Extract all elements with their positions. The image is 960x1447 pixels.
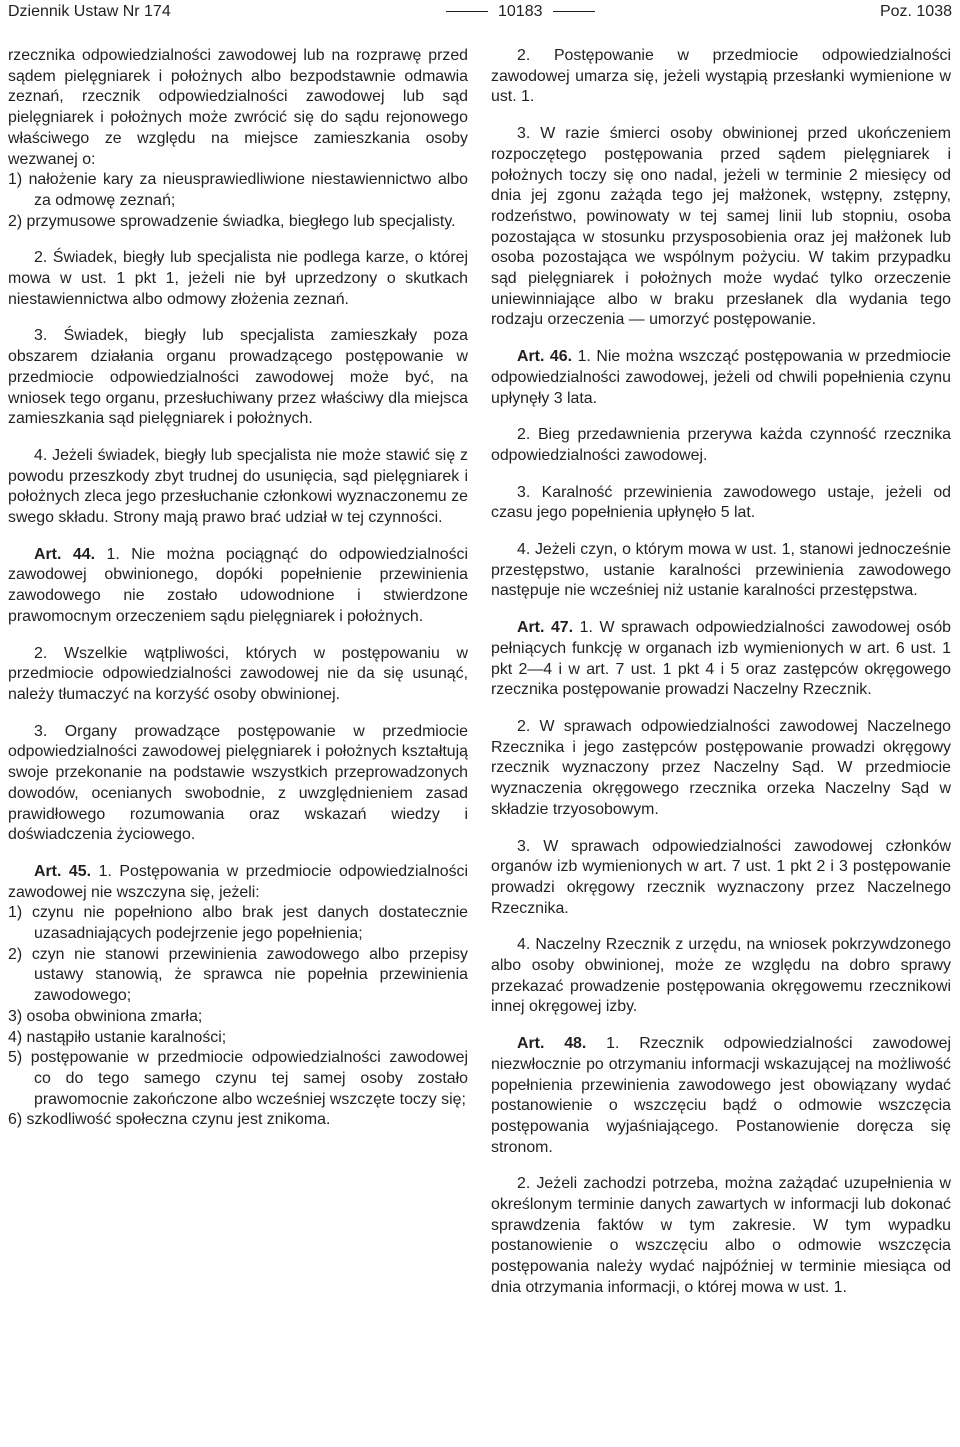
article-47 bbox=[491, 618, 951, 701]
journal-title: Dziennik Ustaw Nr 174 bbox=[8, 3, 171, 20]
list-item: 5) postępowanie w przedmiocie odpowiedzialności zawodowej co do tego samego czynu tej samej osoby zostało prawomocnie zakończone albo wcześniej wszczęte toczy się; bbox=[8, 1049, 468, 1108]
dash-right bbox=[553, 11, 595, 12]
paragraph: 2. Jeżeli zachodzi potrzeba, można zażądać uzupełnienia w określonym terminie danych zawartych w informacji lub dokonać sprawdzenia faktów w tym zakresie. W tym wypadku postanowienie o wszczęciu albo o odmowie wszczęcia postępowania należy wydać najpóźniej w terminie miesiąca od dnia otrzymania informacji, o której mowa w ust. 1. bbox=[491, 1175, 951, 1296]
page-header bbox=[8, 0, 952, 26]
paragraph: 2. Wszelkie wątpliwości, których w postępowaniu w przedmiocie odpowiedzialności zawodowej nie da się usunąć, należy tłumaczyć na korzyść osoby obwinionej. bbox=[8, 644, 468, 703]
article-45 bbox=[8, 862, 468, 903]
list-item: 6) szkodliwość społeczna czynu jest znikoma. bbox=[8, 1111, 331, 1129]
paragraph: 3. W razie śmierci osoby obwinionej przed ukończeniem rozpoczętego postępowania przed sądem pielęgniarek i położnych toczy się ono nadal, jeżeli w terminie 2 miesięcy od dnia jej zgonu zażąda tego jej małżonek, wstępny, zstępny, rodzeństwo, powinowaty w tej samej linii lub stopniu, osoba pozostająca w stosunku przysposobienia oraz jej małżonek lub osoba pozostająca we wspólnym pożyciu. W takim przypadku sąd pielęgniarek i położnych może wydać tylko orzeczenie uniewinniające albo w braku przesłanek dla wydania tego rodzaju orzeczenia — umorzyć postępowanie. bbox=[491, 125, 951, 329]
list-item: 2) czyn nie stanowi przewinienia zawodowego albo przepisy ustawy stanowią, że sprawca nie popełnia przewinienia zawodowego; bbox=[8, 945, 468, 1005]
paragraph: 3. Karalność przewinienia zawodowego ustaje, jeżeli od czasu jego popełnienia upłynęło 5 lat. bbox=[491, 483, 951, 522]
article-text: 1. Rzecznik odpowiedzialności zawodowej niezwłocznie po otrzymaniu informacji wskazującej na możliwość popełnienia przewinienia zawodowego jest obowiązany wydać postanowienie o wszczęciu bądź o odmowie wszczęcia postępowania wyjaśniającego. Postanowienie doręcza się stronom. bbox=[491, 1035, 951, 1156]
paragraph: 2. Świadek, biegły lub specjalista nie podlega karze, o której mowa w ust. 1 pkt 1, jeżeli nie był uprzedzony o skutkach niestawiennictwa albo odmowy złożenia zeznań. bbox=[8, 249, 468, 308]
page-number-block bbox=[436, 2, 605, 22]
paragraph: 3. W sprawach odpowiedzialności zawodowej członków organów izb wymienionych w art. 7 ust. 1 pkt 2 i 3 postępowanie prowadzi okręgowy rzecznik wyznaczony przez Naczelnego Rzecznika. bbox=[491, 837, 951, 917]
paragraph: 2. W sprawach odpowiedzialności zawodowej Naczelnego Rzecznika i jego zastępców postępowanie prowadzi okręgowy rzecznik wyznaczony przez Naczelny Sąd. W przedmiocie wyznaczenia okręgowego rzecznika orzeka Naczelny Sąd w składzie trzyosobowym. bbox=[491, 717, 951, 818]
paragraph: 4. Naczelny Rzecznik z urzędu, na wniosek pokrzywdzonego albo osoby obwinionej, może ze względu na dobro sprawy przekazać prowadzenie postępowania okręgowemu rzecznikowi innej okręgowej izby. bbox=[491, 936, 951, 1016]
list-item: 3) osoba obwiniona zmarła; bbox=[8, 1007, 203, 1025]
article-48 bbox=[491, 1034, 951, 1158]
left-column bbox=[8, 46, 468, 1131]
right-column bbox=[491, 46, 951, 1299]
list-item: 1) nałożenie kary za nieusprawiedliwione niestawiennictwo albo za odmowę zeznań; bbox=[8, 171, 468, 209]
list-item: 2) przymusowe sprowadzenie świadka, biegłego lub specjalisty. bbox=[8, 212, 456, 230]
article-label: Art. 44. bbox=[34, 545, 95, 563]
paragraph: 3. Organy prowadzące postępowanie w przedmiocie odpowiedzialności zawodowej pielęgniarek i położnych kształtują swoje przekonanie na podstawie wszystkich przeprowadzonych dowodów, ocenianych swobodnie, z uwzględnieniem zasad prawidłowego rozumowania oraz wskazań wiedzy i doświadczenia życiowego. bbox=[8, 722, 468, 844]
list-item: 1) czynu nie popełniono albo brak jest danych dostatecznie uzasadniających podejrzenie jego popełnienia; bbox=[8, 904, 468, 943]
article-text: 1. Nie można wszcząć postępowania w przedmiocie odpowiedzialności zawodowej, jeżeli od chwili popełnienia czynu upłynęły 3 lata. bbox=[491, 348, 952, 407]
paragraph: 4. Jeżeli czyn, o którym mowa w ust. 1, stanowi jednocześnie przestępstwo, ustanie karalności przewinienia zawodowego następuje nie wcześniej niż ustanie karalności przestępstwa. bbox=[491, 541, 951, 600]
article-44 bbox=[8, 545, 468, 628]
list-item: 4) nastąpiło ustanie karalności; bbox=[8, 1028, 227, 1046]
article-text: 1. Nie można pociągnąć do odpowiedzialności zawodowej obwinionego, dopóki popełnienie przewinienia zawodowego nie zostało udowodnione i stwierdzone prawomocnym orzeczeniem sądu pielęgniarek i położnych. bbox=[8, 545, 469, 625]
article-text: 1. Postępowania w przedmiocie odpowiedzialności zawodowej nie wszczyna się, jeżeli: bbox=[8, 862, 468, 901]
paragraph: 4. Jeżeli świadek, biegły lub specjalista nie może stawić się z powodu przeszkody zbyt trudnej do usunięcia, sąd pielęgniarek i położnych zleca jego przesłuchanie członkowi wyznaczonemu ze swego składu. Strony mają prawo brać udział w tej czynności. bbox=[8, 446, 468, 527]
article-46 bbox=[491, 347, 951, 409]
article-label: Art. 46. bbox=[517, 348, 573, 366]
paragraph: 2. Postępowanie w przedmiocie odpowiedzialności zawodowej umarza się, jeżeli wystąpią przesłanki wymienione w ust. 1. bbox=[491, 47, 951, 106]
paragraph-continued: rzecznika odpowiedzialności zawodowej lub na rozprawę przed sądem pielęgniarek i położnych albo bezpodstawnie odmawia zeznań, rzecznik odpowiedzialności zawodowej lub sąd pielęgniarek i położnych może zwrócić się do sądu rejonowego właściwego ze względu na miejsce zamieszkania osoby wezwanej o: bbox=[8, 47, 468, 168]
dash-left bbox=[446, 11, 488, 12]
article-label: Art. 47. bbox=[517, 619, 574, 637]
article-label: Art. 45. bbox=[34, 862, 92, 880]
article-label: Art. 48. bbox=[517, 1035, 587, 1053]
paragraph: 2. Bieg przedawnienia przerywa każda czynność rzecznika odpowiedzialności zawodowej. bbox=[491, 426, 951, 464]
page-number: 10183 bbox=[498, 3, 543, 20]
position-label: Poz. 1038 bbox=[879, 3, 952, 20]
paragraph: 3. Świadek, biegły lub specjalista zamieszkały poza obszarem działania organu prowadzącego postępowanie w przedmiocie odpowiedzialności zawodowej może być, na wniosek tego organu, przesłuchiwany przez właściwy dla miejsca zamieszkania sąd pielęgniarek i położnych. bbox=[8, 327, 468, 428]
article-text: 1. W sprawach odpowiedzialności zawodowej osób pełniących funkcję w organach izb wymienionych w art. 6 ust. 1 pkt 2—4 i w art. 7 ust. 1 pkt 4 i 5 oraz zastępców okręgowego rzecznika postępowanie prowadzi Naczelny Rzecznik. bbox=[491, 619, 951, 699]
